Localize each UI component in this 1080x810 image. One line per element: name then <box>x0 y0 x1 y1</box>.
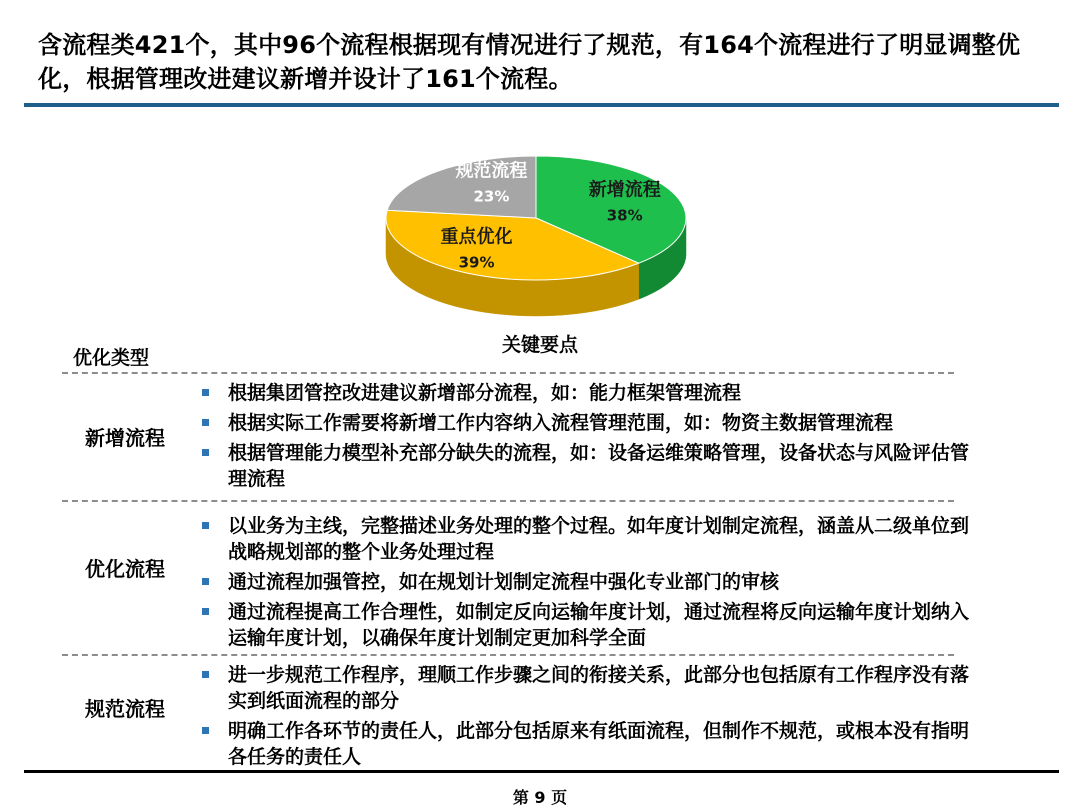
pie-label-value: 38% <box>606 206 643 225</box>
pie-label-name: 规范流程 <box>455 160 528 182</box>
bullet-square-icon <box>202 419 209 426</box>
optimization-type-header: 优化类型 <box>73 347 150 369</box>
bullet-item: 通过流程提高工作合理性，如制定反向运输年度计划，通过流程将反向运输年度计划纳入运输年度计划，以确保年度计划制定更加科学全面 <box>196 599 976 651</box>
bullet-square-icon <box>202 449 209 456</box>
bullet-square-icon <box>202 608 209 615</box>
bullet-item: 根据集团管控改进建议新增部分流程，如：能力框架管理流程 <box>196 380 976 406</box>
title-divider <box>24 103 1059 107</box>
bullet-square-icon <box>202 671 209 678</box>
bullet-item: 明确工作各环节的责任人，此部分包括原来有纸面流程，但制作不规范，或根本没有指明各任务的责任人 <box>196 718 976 770</box>
key-points-label: 关键要点 <box>501 334 578 356</box>
category-label: 规范流程 <box>85 697 165 721</box>
page-number: 第 9 页 <box>512 788 568 807</box>
pie-chart <box>370 150 690 330</box>
divider <box>62 654 954 656</box>
pie-label-name: 新增流程 <box>588 179 661 201</box>
bullet-square-icon <box>202 522 209 529</box>
bullet-square-icon <box>202 578 209 585</box>
pie-label-value: 39% <box>458 253 495 272</box>
divider <box>62 372 954 374</box>
pie-label-name: 重点优化 <box>440 226 513 248</box>
bullet-item: 根据实际工作需要将新增工作内容纳入流程管理范围，如：物资主数据管理流程 <box>196 410 976 436</box>
bullet-item: 通过流程加强管控，如在规划计划制定流程中强化专业部门的审核 <box>196 569 976 595</box>
bullet-item: 进一步规范工作程序，理顺工作步骤之间的衔接关系，此部分也包括原有工作程序没有落实到纸面流程的部分 <box>196 662 976 714</box>
pie-label-value: 23% <box>473 187 510 206</box>
category-label: 新增流程 <box>85 426 165 450</box>
bullet-item: 根据管理能力模型补充部分缺失的流程，如：设备运维策略管理，设备状态与风险评估管理流程 <box>196 440 976 492</box>
category-label: 优化流程 <box>85 557 165 581</box>
bullet-square-icon <box>202 389 209 396</box>
divider <box>62 500 954 502</box>
footer-divider <box>24 770 1059 773</box>
page-title: 含流程类421个，其中96个流程根据现有情况进行了规范，有164个流程进行了明显调整优化，根据管理改进建议新增并设计了161个流程。 <box>38 31 1021 93</box>
bullet-item: 以业务为主线，完整描述业务处理的整个过程。如年度计划制定流程，涵盖从二级单位到战略规划部的整个业务处理过程 <box>196 513 976 565</box>
bullet-square-icon <box>202 727 209 734</box>
